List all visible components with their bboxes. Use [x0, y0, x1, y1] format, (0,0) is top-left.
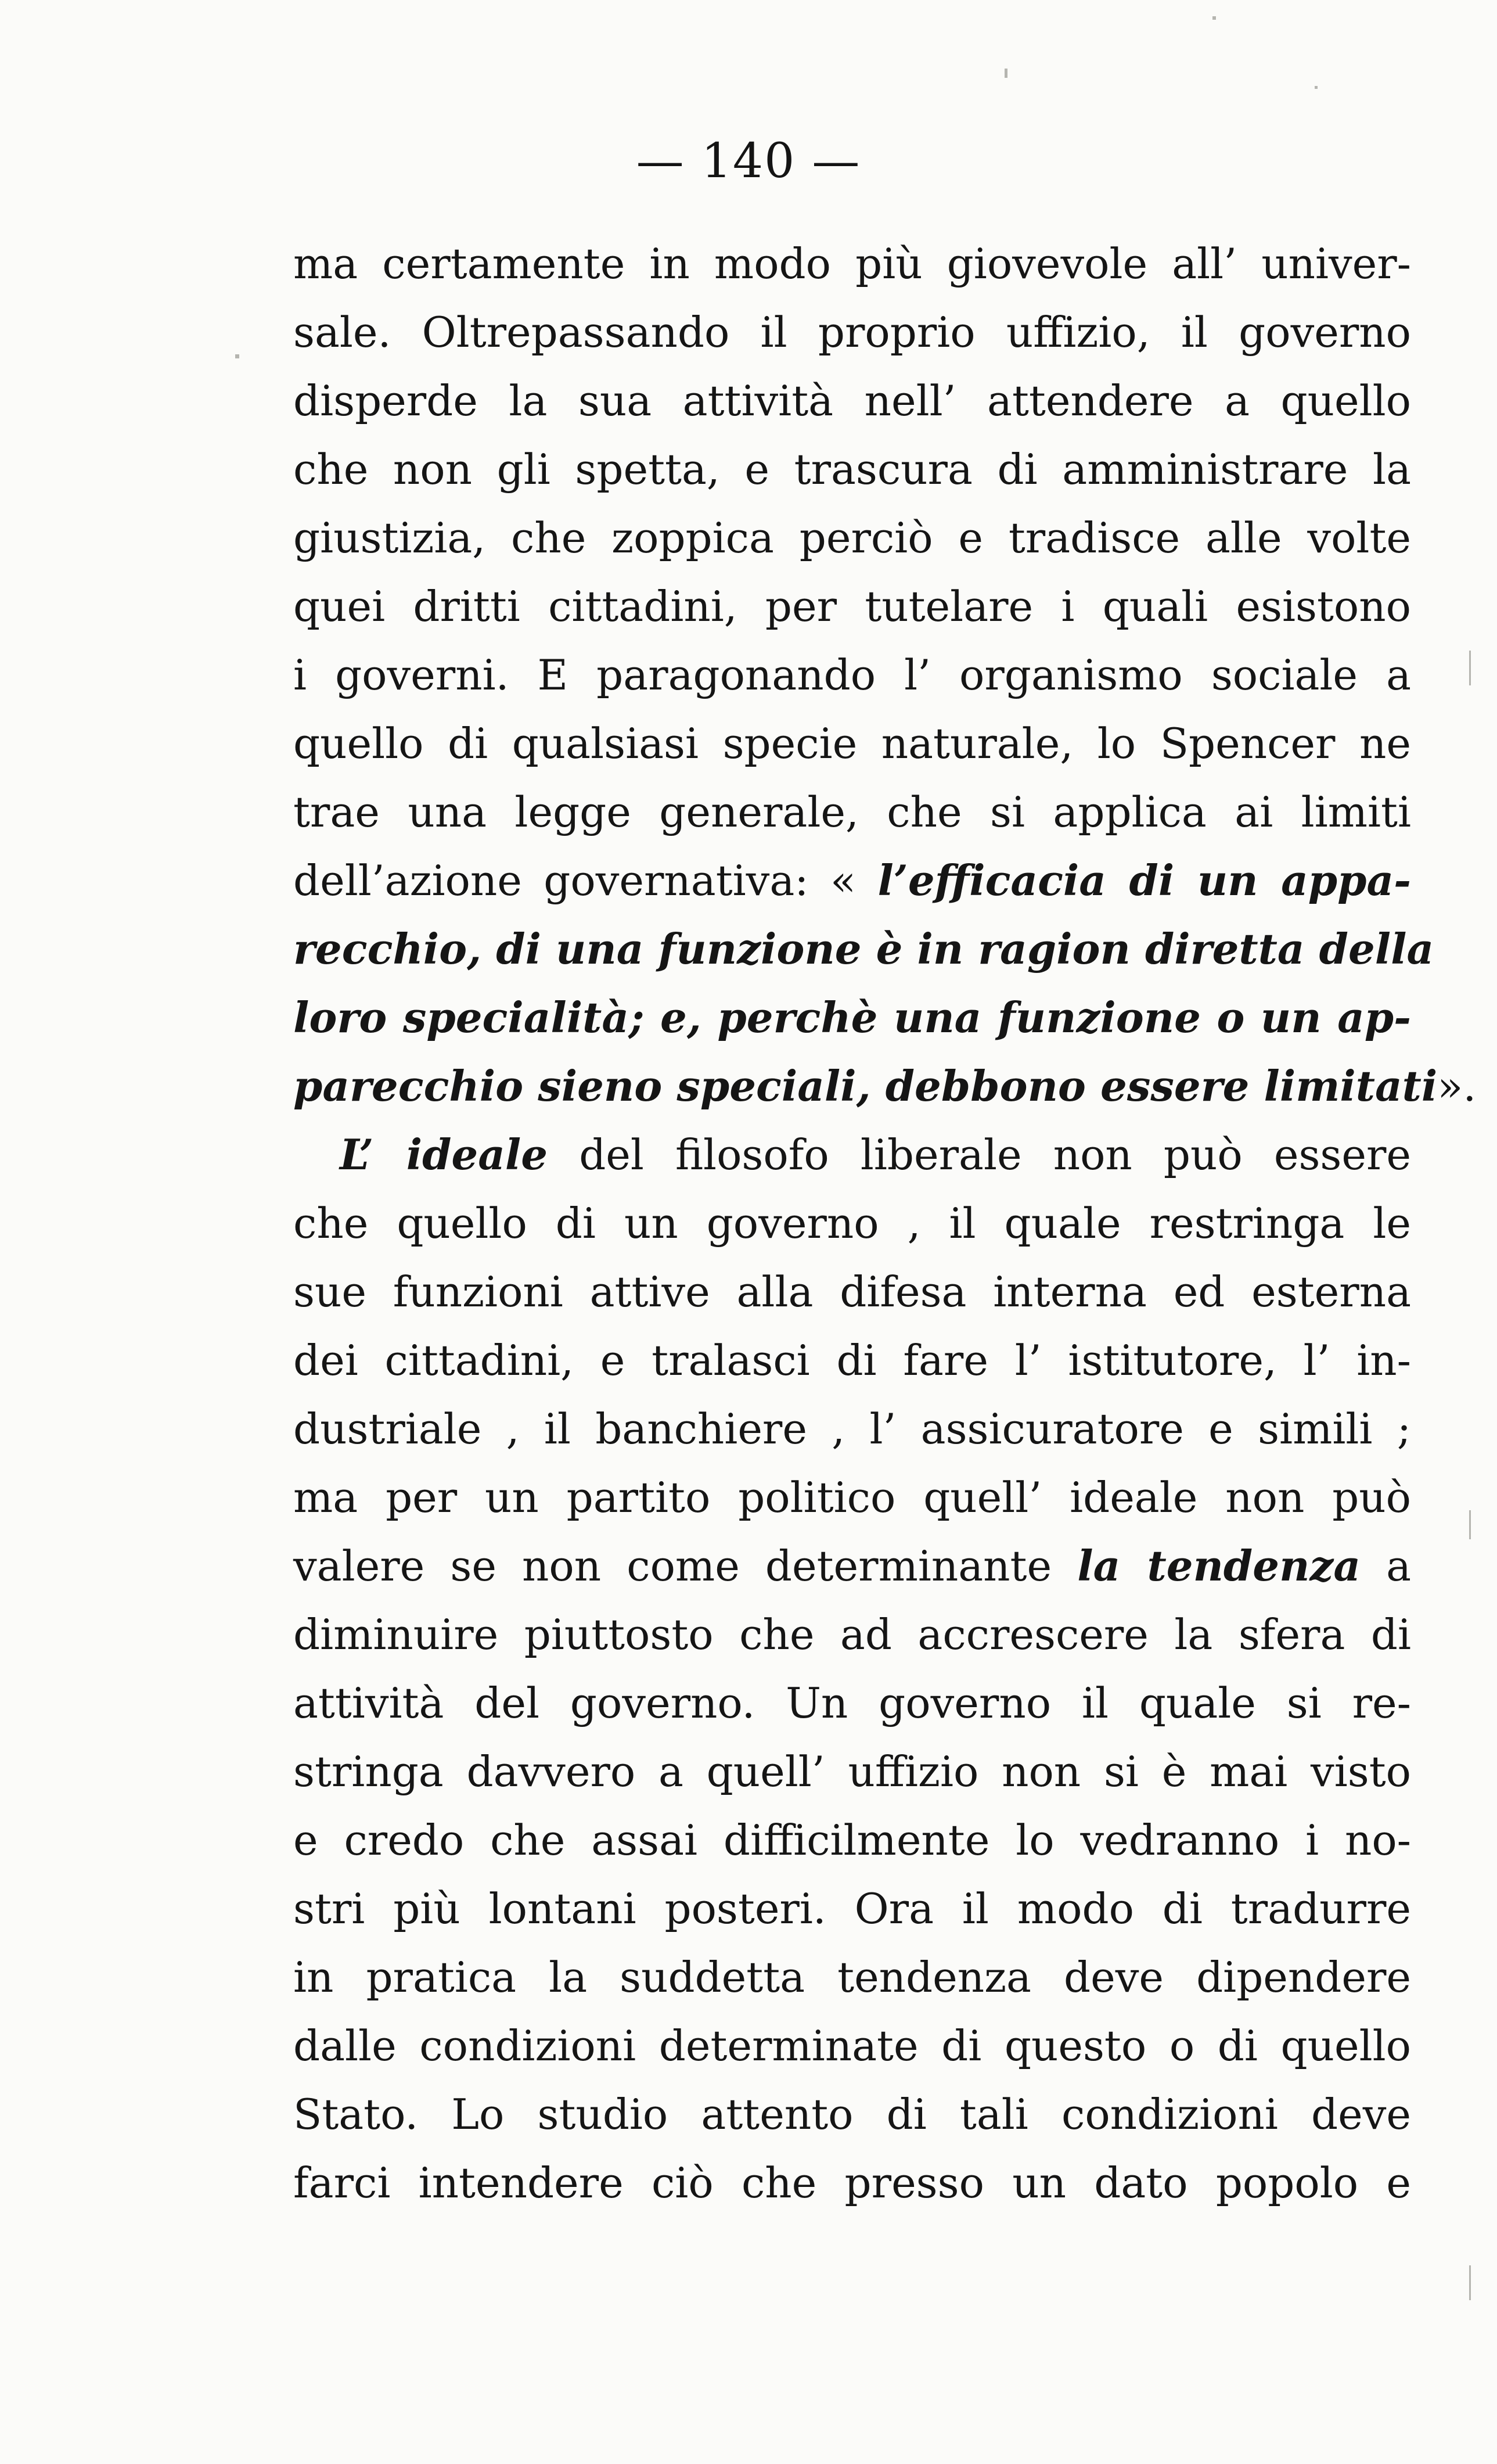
text-line: diminuire piuttosto che ad accrescere la sfera di [293, 1610, 1411, 1659]
text-line: disperde la sua attività nell’ attendere a quello [293, 376, 1411, 425]
paper-speck [1315, 86, 1318, 89]
quote-line: loro specialità; e, perchè una funzione o un ap- [293, 993, 1411, 1042]
quote-close: ». [1437, 1062, 1477, 1111]
text-line: dalle condizioni determinate di questo o di quello [293, 2021, 1411, 2070]
text-line: giustizia, che zoppica perciò e tradisce alle volte [293, 513, 1411, 562]
text-line: stringa davvero a quell’ uffizio non si è mai visto [293, 1747, 1411, 1796]
text-line: ma certamente in modo più giovevole all’ univer- [293, 239, 1411, 288]
text-line-mixed [293, 1052, 1477, 1120]
text-line: ma per un partito politico quell’ ideale non può [293, 1473, 1411, 1522]
quote-italic: l’efficacia di un appa- [877, 856, 1412, 905]
text-line: i governi. E paragonando l’ organismo sociale a [293, 651, 1411, 699]
paper-speck [1469, 651, 1471, 685]
paper-speck [1469, 2265, 1471, 2300]
text-line: stri più lontani posteri. Ora il modo di tradurre [293, 1884, 1411, 1933]
text-line: dei cittadini, e tralasci di fare l’ istitutore, l’ in- [293, 1336, 1411, 1385]
text-line: attività del governo. Un governo il quale si re- [293, 1679, 1411, 1727]
text-span: valere se non come determinante [293, 1542, 1052, 1590]
quote-italic: parecchio sieno speciali, debbono essere limitati [293, 1061, 1438, 1111]
text-span: a [1386, 1542, 1412, 1590]
text-line: in pratica la suddetta tendenza deve dipendere [293, 1953, 1411, 2002]
text-line: quei dritti cittadini, per tutelare i quali esistono [293, 582, 1411, 631]
paper-speck [1469, 1510, 1471, 1539]
emphasis-tendenza: la tendenza [1077, 1541, 1361, 1590]
paper-speck [1212, 16, 1216, 20]
paper-speck [1005, 69, 1007, 78]
body-text [293, 229, 1477, 2217]
text-line-mixed [293, 1532, 1411, 1600]
text-line: dustriale , il banchiere , l’ assicuratore e simili ; [293, 1405, 1411, 1453]
page-number: — 140 — [636, 134, 861, 189]
text-line: che quello di un governo , il quale restringa le [293, 1199, 1411, 1248]
text-line: sale. Oltrepassando il proprio uffizio, il governo [293, 308, 1411, 357]
text-line: che non gli spetta, e trascura di amministrare la [293, 445, 1411, 494]
text-span: dell’azione governativa: « [293, 856, 857, 905]
text-line: farci intendere ciò che presso un dato popolo e [293, 2158, 1411, 2207]
text-line: trae una legge generale, che si applica ai limiti [293, 788, 1411, 836]
paragraph-start [293, 1120, 1411, 1189]
text-line: quello di qualsiasi specie naturale, lo Spencer ne [293, 719, 1411, 768]
text-line-mixed [293, 846, 1411, 915]
text-line: e credo che assai difficilmente lo vedranno i no- [293, 1816, 1411, 1865]
text-span: del filosofo liberale non può essere [579, 1130, 1411, 1179]
paper-speck [235, 354, 239, 358]
text-line: Stato. Lo studio attento di tali condizioni deve [293, 2090, 1411, 2139]
emphasis-ideale: L’ ideale [340, 1130, 548, 1179]
quote-line: recchio, di una funzione è in ragion diretta della [293, 924, 1434, 974]
text-line: sue funzioni attive alla difesa interna ed esterna [293, 1267, 1411, 1316]
